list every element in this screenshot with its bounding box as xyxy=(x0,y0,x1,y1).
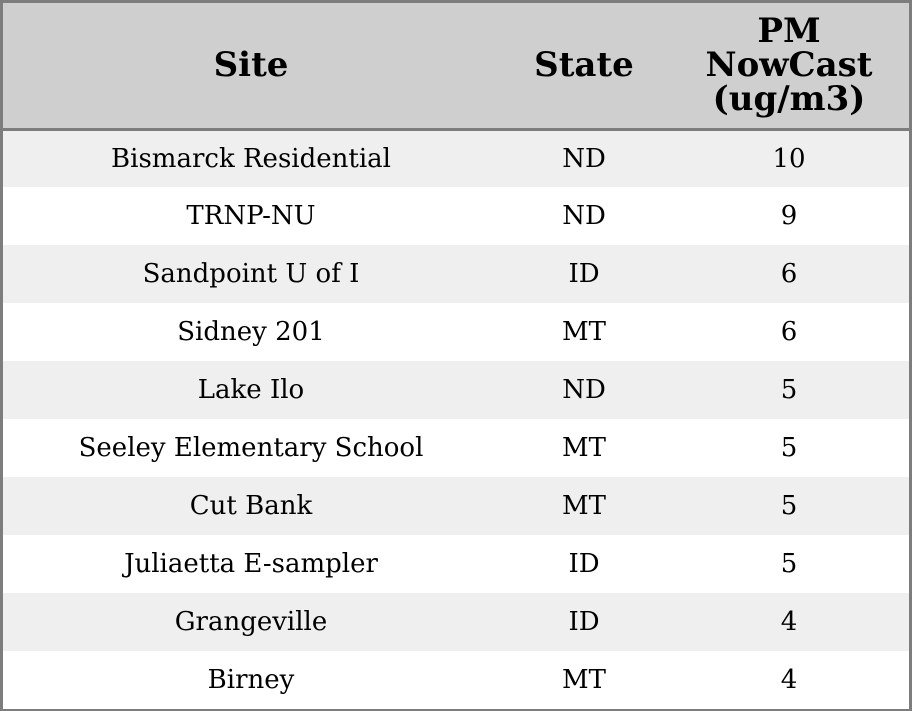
cell-site: Seeley Elementary School xyxy=(78,433,424,463)
cell-state: ID xyxy=(568,259,600,289)
cell-site: Juliaetta E-sampler xyxy=(124,549,378,579)
cell-pm: 4 xyxy=(780,665,798,695)
cell-state: ID xyxy=(568,607,600,637)
cell-state: MT xyxy=(562,491,606,521)
cell-pm: 6 xyxy=(780,317,798,347)
cell-site: Lake Ilo xyxy=(197,375,305,405)
cell-pm: 5 xyxy=(780,491,798,521)
cell-site: Sandpoint U of I xyxy=(142,259,360,289)
table-row xyxy=(3,187,909,245)
table-row xyxy=(3,593,909,651)
cell-site: Birney xyxy=(207,665,295,695)
header-pm-line-1: PM xyxy=(757,11,821,52)
cell-state: ND xyxy=(562,143,606,174)
table-header-row xyxy=(3,3,909,129)
table-row xyxy=(3,651,909,709)
cell-state: ND xyxy=(562,375,606,405)
cell-pm: 5 xyxy=(780,375,798,405)
table-row xyxy=(3,245,909,303)
cell-state: MT xyxy=(562,317,606,347)
cell-state: MT xyxy=(562,433,606,463)
cell-pm: 10 xyxy=(772,143,806,174)
pm-nowcast-table xyxy=(3,3,909,709)
table-row xyxy=(3,303,909,361)
cell-state: ND xyxy=(562,201,606,231)
cell-site: Bismarck Residential xyxy=(111,143,391,174)
header-pm-line-3: (ug/m3) xyxy=(712,79,866,120)
header-pm-nowcast xyxy=(669,3,909,129)
table-row xyxy=(3,477,909,535)
cell-state: MT xyxy=(562,665,606,695)
cell-pm: 9 xyxy=(780,201,798,231)
table-row xyxy=(3,129,909,187)
table-row xyxy=(3,419,909,477)
cell-site: Grangeville xyxy=(174,607,328,637)
header-pm-line-2: NowCast xyxy=(705,45,873,86)
cell-pm: 4 xyxy=(780,607,798,637)
cell-pm: 5 xyxy=(780,433,798,463)
cell-site: TRNP-NU xyxy=(186,201,316,231)
table-row xyxy=(3,361,909,419)
table-row xyxy=(3,535,909,593)
cell-site: Cut Bank xyxy=(189,491,313,521)
cell-pm: 6 xyxy=(780,259,798,289)
header-state: State xyxy=(499,3,669,129)
cell-site: Sidney 201 xyxy=(177,317,325,347)
cell-pm: 5 xyxy=(780,549,798,579)
header-site: Site xyxy=(3,3,499,129)
cell-state: ID xyxy=(568,549,600,579)
